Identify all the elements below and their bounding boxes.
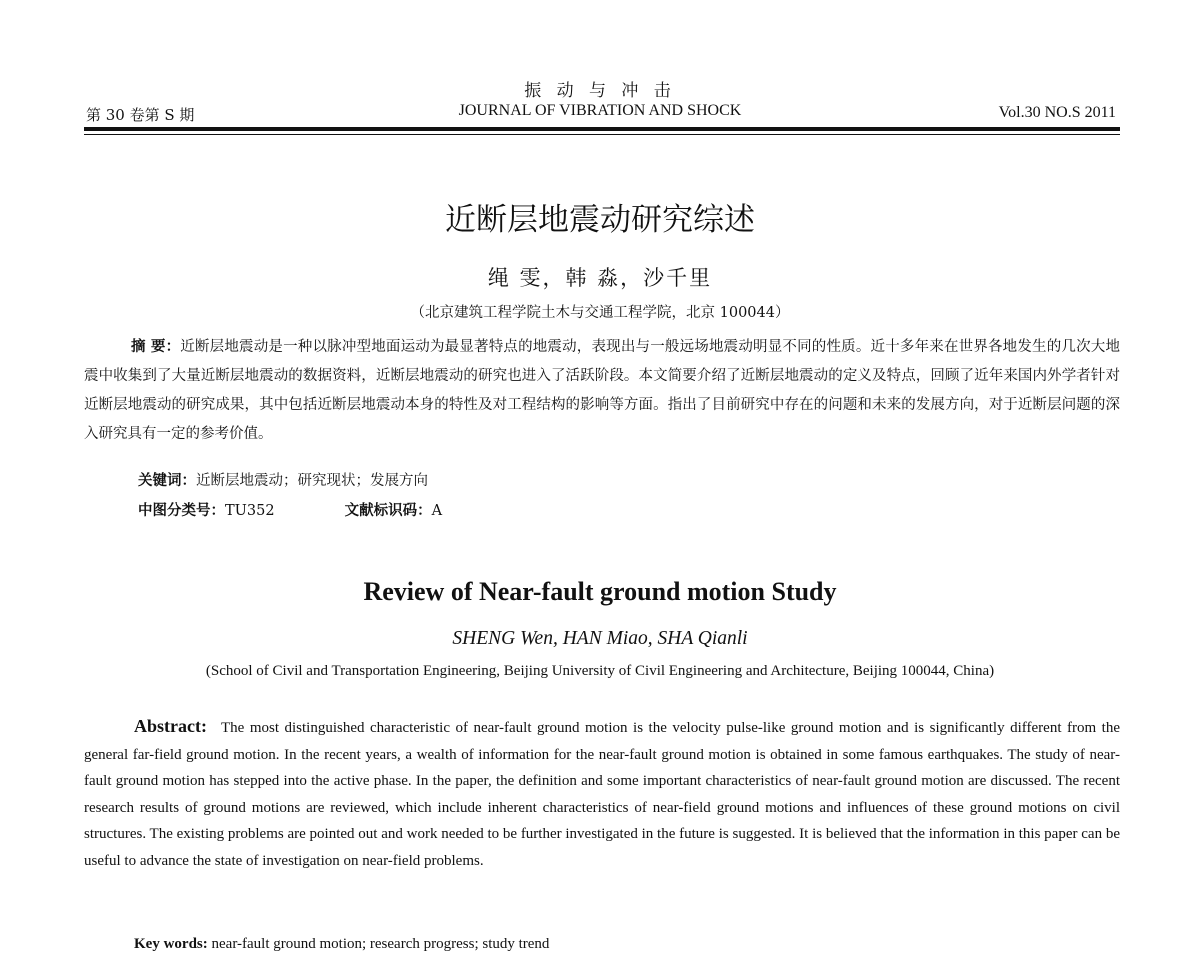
keywords-en	[134, 936, 549, 953]
volume-issue-cn: 第 30 卷第 S 期	[86, 106, 195, 124]
paper-title-cn: 近断层地震动研究综述	[445, 202, 755, 238]
abstract-en	[84, 713, 1120, 874]
keywords-text-en: near-fault ground motion; research progress; study trend	[211, 936, 550, 952]
doc-code-value: A	[431, 503, 443, 519]
abstract-cn	[84, 332, 1120, 449]
authors-en: SHENG Wen, HAN Miao, SHA Qianli	[452, 628, 748, 649]
keywords-cn	[138, 469, 428, 490]
keywords-label-en: Key words:	[134, 936, 208, 952]
abstract-label-cn: 摘 要：	[131, 338, 181, 355]
keywords-text-cn: 近断层地震动；研究现状；发展方向	[196, 473, 428, 489]
classification-line	[138, 499, 442, 520]
classification-value: TU352	[225, 503, 275, 519]
keywords-label-cn: 关键词：	[138, 472, 196, 489]
classification-label: 中图分类号：	[138, 502, 225, 519]
abstract-text-en: The most distinguished characteristic of near-fault ground motion is the velocity pulse-like ground motion and is significantly different from the general far-field ground motion. In the recent years, a wealth of information for the near-fault ground motion is obtained in some famous earthquakes. The study of near-fault ground motion has stepped into the active phase. In the paper, the definition and some important characteristics of near-fault ground motion are discussed. The recent research results of ground motions are reviewed, which include inherent characteristics of near-field ground motions and influences of these ground motions on civil structures. The existing problems are pointed out and work needed to be further investigated in the future is suggested. It is believed that the information in this paper can be useful to advance the state of investigation on near-field problems.	[84, 720, 1120, 869]
abstract-label-en: Abstract:	[134, 716, 207, 736]
journal-title-en: JOURNAL OF VIBRATION AND SHOCK	[458, 102, 742, 119]
authors-cn: 绳 雯，韩 淼，沙千里	[487, 266, 713, 290]
volume-issue-en: Vol.30 NO.S 2011	[998, 104, 1116, 121]
paper-title-en: Review of Near-fault ground motion Study	[363, 577, 837, 606]
doc-code-label: 文献标识码：	[344, 502, 432, 519]
affiliation-en: (School of Civil and Transportation Engineering, Beijing University of Civil Engineering and Architecture, Beijing 100044, China)	[205, 663, 995, 679]
journal-title-cn: 振 动 与 冲 击	[524, 81, 676, 101]
affiliation-cn: （北京建筑工程学院土木与交通工程学院，北京 100044）	[410, 305, 790, 321]
abstract-text-cn: 近断层地震动是一种以脉冲型地面运动为最显著特点的地震动，表现出与一般远场地震动明显不同的性质。近十多年来在世界各地发生的几次大地震中收集到了大量近断层地震动的数据资料，近断层地震动的研究也进入了活跃阶段。本文简要介绍了近断层地震动的定义及特点，回顾了近年来国内外学者针对近断层地震动的研究成果，其中包括近断层地震动本身的特性及对工程结构的影响等方面。指出了目前研究中存在的问题和未来的发展方向，对于近断层问题的深入研究具有一定的参考价值。	[84, 339, 1120, 442]
header-rule-thin	[84, 134, 1120, 135]
header-rule-thick	[84, 127, 1120, 131]
